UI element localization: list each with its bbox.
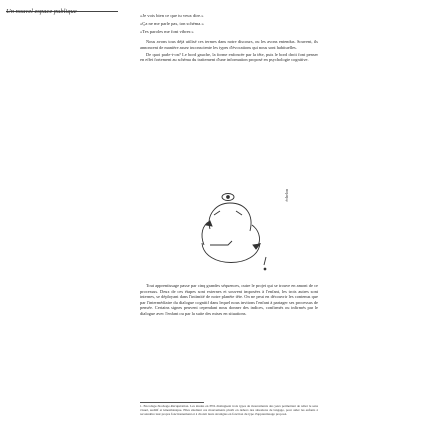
head-profile-figure <box>140 185 318 279</box>
footnote-divider <box>140 402 204 403</box>
running-title: Un nouvel espace publique <box>6 8 77 15</box>
figure-caption: échelon <box>284 189 289 202</box>
arrow-in-head <box>206 221 212 226</box>
quote-3: «Tes paroles me font vibrer.» <box>140 29 194 35</box>
quote-list <box>140 12 318 37</box>
footnote: 1. Encodage-Stockage-Récupération. Les études en PNL distinguent trois types de mouvements des yeux permettant de relier le sens visuel, auditif et kinesthésique. Elles étudient ces mouvements plutôt en dehors des situations de langage, pour aider les enfants à reconnaître leur propre fonctionnement et à choisir leurs stratégies en fonction du type d'apprentissage proposé. <box>140 404 318 416</box>
quote-1: «Je vois bien ce que tu veux dire.» <box>140 13 204 18</box>
head-outline <box>209 203 251 231</box>
body-text-lower <box>140 283 318 318</box>
quote-2: «Ça ne me parle pas, ton schéma.» <box>140 21 204 27</box>
paragraph-1: Nous avons tous déjà utilisé ces termes dans notre discours, ou les avons entendus. Souvent, ils annoncent de manière assez inconsciente les types d'évocations qui nous sont habituelles. <box>140 39 318 50</box>
paragraph-3: Tout apprentissage passe par cinq grandes séquences, outre le projet qui se trouve en amont de ce processus. Deux de ces étapes sont externes et souvent imposées à l'enfant, les trois autres sont internes, se déployant dans l'intimité de notre planète tête. On ne peut en découvrir les contenus que par l'intermédiaire du dialogue cognitif dans lequel nous invitons l'enfant à partager ses processus de pensée. Certains signes peuvent cependant nous donner des indices, confirmés ou infirmés par le dialogue avec l'enfant ou par la suite des mises en situations. <box>140 283 318 316</box>
paragraph-2: De quoi parle-t-on? Le bord gauche, la forme enfoncée par la tête, puis le bord droit font penser en effet fortement au schéma du traitement d'une information proposé en psychologie cognitive. <box>140 51 318 62</box>
bowl-shape <box>202 243 260 263</box>
running-header <box>6 0 118 15</box>
body-text-upper <box>140 39 318 64</box>
